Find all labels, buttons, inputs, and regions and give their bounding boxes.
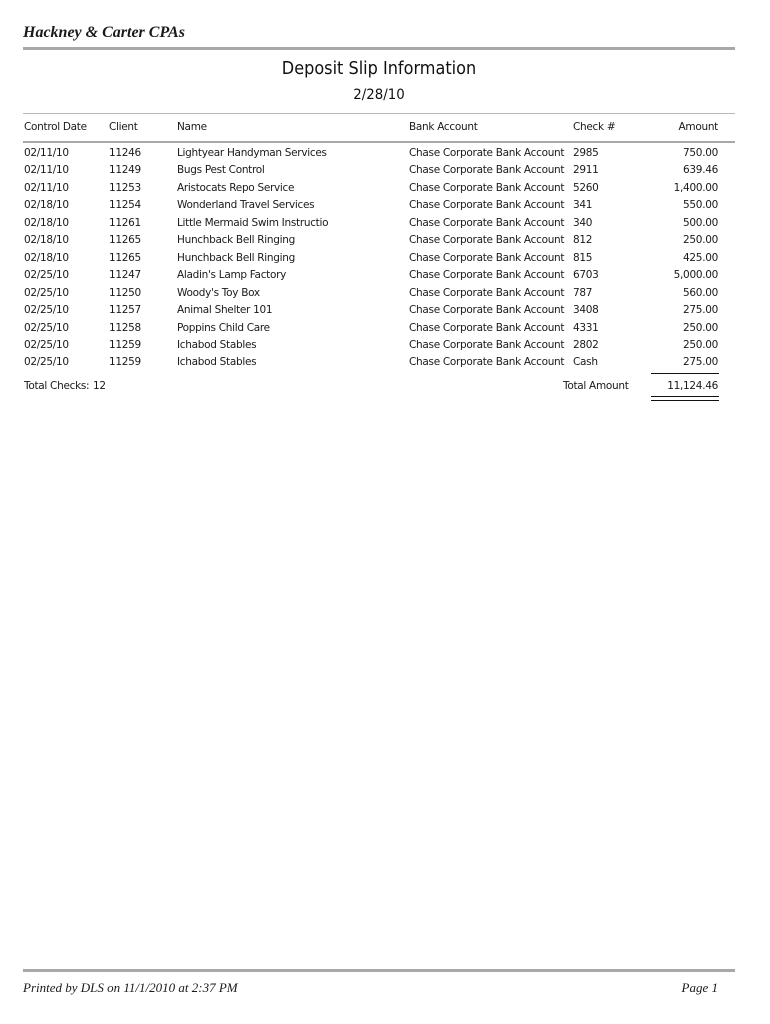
- cell-bank-account: Chase Corporate Bank Account: [409, 164, 565, 177]
- cell-name: Lightyear Handyman Services: [177, 147, 327, 159]
- cell-bank-account: Chase Corporate Bank Account: [409, 321, 565, 334]
- cell-name: Aristocats Repo Service: [177, 181, 295, 194]
- cell-bank-account: Chase Corporate Bank Account: [409, 304, 565, 317]
- printed-by: Printed by DLS on 11/1/2010 at 2:37 PM: [23, 980, 238, 995]
- cell-client: 11265: [109, 234, 141, 247]
- cell-name: Hunchback Bell Ringing: [177, 251, 295, 264]
- cell-amount: 250.00: [683, 321, 718, 334]
- cell-bank-account: Chase Corporate Bank Account: [409, 216, 565, 229]
- cell-check: 2802: [573, 338, 599, 351]
- cell-check: 340: [573, 216, 593, 229]
- column-header-top-rule: [23, 113, 735, 114]
- cell-name: Little Mermaid Swim Instructio: [177, 216, 329, 229]
- cell-name: Woody's Toy Box: [177, 286, 260, 299]
- cell-client: 11253: [109, 181, 141, 194]
- cell-name: Ichabod Stables: [177, 356, 257, 369]
- cell-name: Hunchback Bell Ringing: [177, 234, 295, 247]
- column-header-name: Name: [177, 121, 207, 133]
- cell-name: Animal Shelter 101: [177, 304, 273, 317]
- cell-amount: 425.00: [683, 251, 718, 264]
- cell-control-date: 02/11/10: [24, 181, 69, 194]
- cell-bank-account: Chase Corporate Bank Account: [409, 234, 565, 247]
- column-header-amount: Amount: [678, 121, 718, 133]
- cell-client: 11261: [109, 216, 141, 229]
- total-double-underline-1: [651, 396, 719, 397]
- cell-control-date: 02/11/10: [24, 147, 69, 159]
- amount-subtotal-underline: [651, 373, 719, 374]
- total-double-underline-2: [651, 400, 719, 401]
- cell-bank-account: Chase Corporate Bank Account: [409, 199, 565, 212]
- column-header-client: Client: [109, 121, 138, 133]
- cell-check: 3408: [573, 304, 599, 317]
- cell-name: Wonderland Travel Services: [177, 199, 315, 212]
- cell-name: Ichabod Stables: [177, 338, 257, 351]
- column-header-bottom-rule: [23, 141, 735, 143]
- column-header-check: Check #: [573, 121, 616, 133]
- column-header-bank-account: Bank Account: [409, 121, 478, 133]
- cell-amount: 275.00: [683, 356, 718, 369]
- cell-amount: 550.00: [683, 199, 718, 212]
- total-amount-label: Total Amount: [563, 380, 629, 392]
- cell-client: 11247: [109, 269, 141, 282]
- cell-name: Poppins Child Care: [177, 321, 270, 334]
- cell-check: 812: [573, 234, 593, 247]
- cell-bank-account: Chase Corporate Bank Account: [409, 269, 565, 282]
- cell-client: 11259: [109, 356, 141, 369]
- cell-control-date: 02/18/10: [24, 199, 69, 212]
- cell-control-date: 02/25/10: [24, 286, 69, 299]
- company-name: Hackney & Carter CPAs: [23, 24, 185, 41]
- total-checks-label: Total Checks:: [24, 380, 90, 392]
- cell-check: 5260: [573, 181, 599, 194]
- header-rule: [23, 47, 735, 50]
- cell-control-date: 02/18/10: [24, 234, 69, 247]
- total-amount-value: 11,124.46: [667, 380, 718, 392]
- cell-bank-account: Chase Corporate Bank Account: [409, 181, 565, 194]
- cell-client: 11249: [109, 164, 141, 177]
- total-checks-value: 12: [93, 380, 106, 392]
- cell-client: 11258: [109, 321, 141, 334]
- column-header-control-date: Control Date: [24, 121, 87, 133]
- cell-check: 341: [573, 199, 593, 212]
- report-title: Deposit Slip Information: [281, 59, 477, 79]
- cell-bank-account: Chase Corporate Bank Account: [409, 356, 565, 369]
- cell-control-date: 02/25/10: [24, 338, 69, 351]
- cell-check: 2985: [573, 147, 599, 159]
- cell-amount: 639.46: [683, 164, 718, 177]
- cell-control-date: 02/18/10: [24, 216, 69, 229]
- cell-bank-account: Chase Corporate Bank Account: [409, 338, 565, 351]
- cell-client: 11246: [109, 147, 141, 159]
- cell-control-date: 02/25/10: [24, 321, 69, 334]
- cell-control-date: 02/11/10: [24, 164, 69, 177]
- page-number: Page 1: [681, 980, 718, 995]
- cell-amount: 275.00: [683, 304, 718, 317]
- cell-check: 787: [573, 286, 593, 299]
- cell-amount: 560.00: [683, 286, 718, 299]
- cell-amount: 500.00: [683, 216, 718, 229]
- cell-amount: 5,000.00: [673, 269, 718, 282]
- cell-amount: 750.00: [683, 147, 718, 159]
- cell-client: 11257: [109, 304, 141, 317]
- cell-bank-account: Chase Corporate Bank Account: [409, 251, 565, 264]
- cell-client: 11259: [109, 338, 141, 351]
- cell-client: 11265: [109, 251, 141, 264]
- report-date: 2/28/10: [353, 87, 405, 103]
- cell-name: Bugs Pest Control: [177, 164, 265, 177]
- cell-client: 11250: [109, 286, 141, 299]
- cell-check: 4331: [573, 321, 599, 334]
- cell-name: Aladin's Lamp Factory: [177, 269, 287, 282]
- cell-client: 11254: [109, 199, 141, 212]
- cell-check: 6703: [573, 269, 599, 282]
- cell-bank-account: Chase Corporate Bank Account: [409, 286, 565, 299]
- cell-control-date: 02/18/10: [24, 251, 69, 264]
- cell-amount: 250.00: [683, 234, 718, 247]
- cell-amount: 250.00: [683, 338, 718, 351]
- footer-rule: [23, 969, 735, 972]
- cell-check: 815: [573, 251, 593, 264]
- cell-check: Cash: [573, 356, 598, 369]
- cell-check: 2911: [573, 164, 599, 177]
- cell-control-date: 02/25/10: [24, 304, 69, 317]
- cell-bank-account: Chase Corporate Bank Account: [409, 147, 565, 159]
- cell-control-date: 02/25/10: [24, 269, 69, 282]
- cell-amount: 1,400.00: [673, 181, 718, 194]
- cell-control-date: 02/25/10: [24, 356, 69, 369]
